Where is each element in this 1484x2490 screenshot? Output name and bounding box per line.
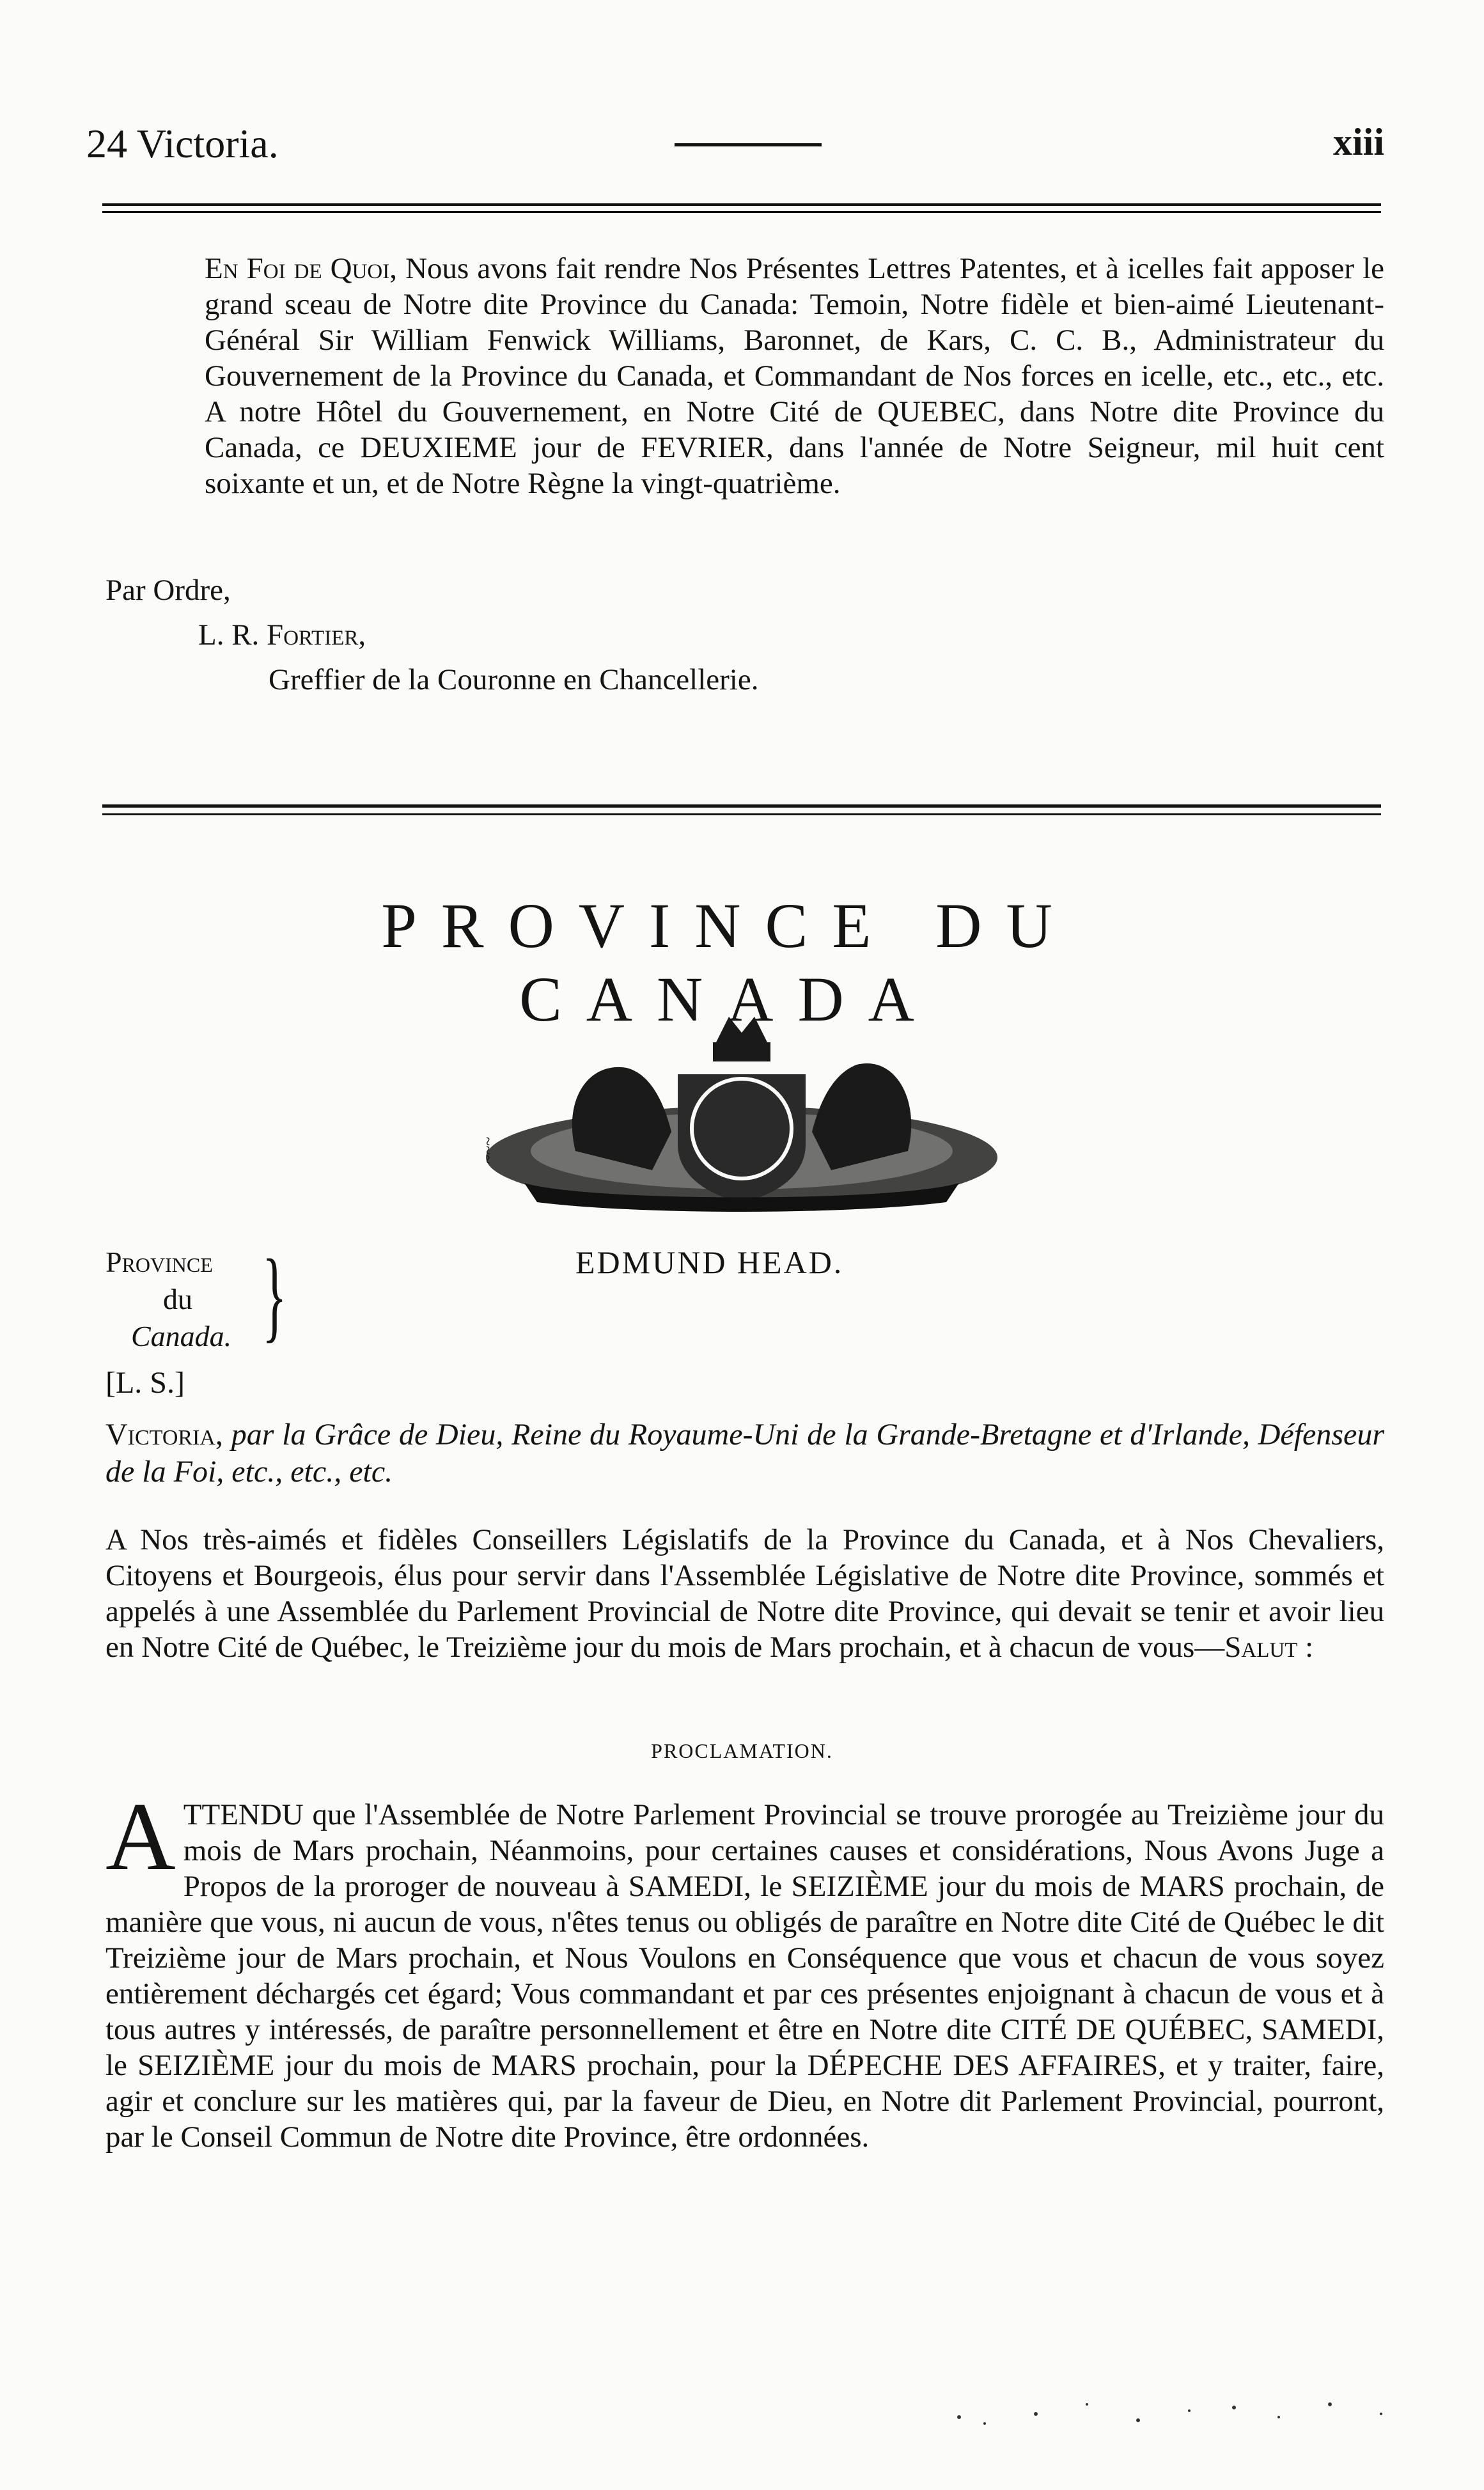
- victoria-name: Victoria,: [105, 1418, 223, 1452]
- double-rule-top-1: [102, 203, 1381, 206]
- address-text: A Nos très-aimés et fidèles Conseillers Législatifs de la Province du Canada, et à Nos Chevaliers, Citoyens et Bourgeois, élus pour servir dans l'Assemblée Législative de Notre dite Province, sommés et appelés à une Assemblée du Parlement Provincial de Notre dite Province, qui devait se tenir et avoir lieu en Notre Cité de Québec, le Treizième jour du mois de Mars prochain, et à chacun de vous—: [105, 1523, 1384, 1664]
- testimony-text: Nous avons fait rendre Nos Présentes Lettres Patentes, et à icelles fait apposer le grand sceau de Notre dite Province du Canada: Temoin, Notre fidèle et bien-aimé Lieutenant-Général Sir William Fenwick Williams, Baronnet, de Kars, C. C. B., Administrateur du Gouvernement de la Province du Canada, et Commandant de Nos forces en icelle, etc., etc., etc. A notre Hôtel du Gouvernement, en Notre Cité de QUEBEC, dans Notre dite Province du Canada, ce DEUXIEME jour de FEVRIER, dans l'année de Notre Seigneur, mil huit cent soixante et un, et de Notre Règne la vingt-quatrième.: [205, 252, 1385, 500]
- drop-cap: A: [105, 1783, 176, 1890]
- proclamation-heading: PROCLAMATION.: [651, 1739, 833, 1762]
- seal-label: [L. S.]: [105, 1366, 185, 1400]
- salut: Salut :: [1224, 1631, 1314, 1664]
- par-ordre: Par Ordre,: [105, 574, 231, 607]
- proclamation-body: [105, 1783, 1384, 2155]
- svg-text:~~~: ~~~: [479, 1136, 497, 1164]
- province-label-line1: Province: [105, 1246, 213, 1278]
- running-head-dash: [675, 143, 822, 146]
- running-head-left: 24 Victoria.: [86, 121, 279, 166]
- brace-glyph: }: [262, 1238, 287, 1352]
- victoria-styles: par la Grâce de Dieu, Reine du Royaume-Uni de la Grande-Bretagne et d'Irlande, Défenseur de la Foi, etc., etc., etc.: [105, 1418, 1384, 1489]
- proclamation-text: TTENDU que l'Assemblée de Notre Parlement Provincial se trouve prorogée au Treizième jour du mois de Mars prochain, Néanmoins, pour certaines causes et considérations, Nous Avons Juge a Propos de la proroger de nouveau à SAMEDI, le SEIZIÈME jour du mois de MARS prochain, de manière que vous, ni aucun de vous, n'êtes tenus ou obligés de paraître en Notre dite Cité de Québec le dit Treizième jour de Mars prochain, et Nous Voulons en Conséquence que vous et chacun de vous soyez entièrement déchargés cet égard; Vous commandant et par ces présentes enjoignant à chacun de vous et à tous autres y intéressés, de paraître personnellement et être en Notre dite CITÉ DE QUÉBEC, SAMEDI, le SEIZIÈME jour du mois de MARS prochain, pour la DÉPECHE DES AFFAIRES, et y traiter, faire, agir et conclure sur les matières qui, par la faveur de Dieu, en Notre dit Parlement Provincial, pourront, par le Conseil Commun de Notre dite Province, être ordonnées.: [105, 1798, 1384, 2154]
- province-label-line2: du: [163, 1283, 192, 1315]
- royal-arms-emblem: [460, 1004, 1023, 1221]
- scan-speckles: [946, 2379, 1407, 2455]
- province-label-block: [105, 1244, 231, 1355]
- province-title: PROVINCE DU CANADA: [381, 890, 1077, 1035]
- signer-title: Greffier de la Couronne en Chancellerie.: [269, 663, 759, 696]
- double-rule-mid-2: [102, 813, 1381, 815]
- address-paragraph: [105, 1522, 1384, 1665]
- testimony-lead: En Foi de Quoi,: [205, 252, 398, 285]
- double-rule-top-2: [102, 211, 1381, 213]
- double-rule-mid-1: [102, 804, 1381, 808]
- province-label-line3: Canada.: [131, 1320, 232, 1352]
- testimony-paragraph: [205, 251, 1384, 501]
- page-number: xiii: [1332, 121, 1384, 163]
- signer-name: L. R. Fortier,: [198, 618, 366, 652]
- governor-name: EDMUND HEAD.: [575, 1244, 844, 1280]
- running-head: [86, 120, 1384, 178]
- victoria-title: [105, 1416, 1384, 1491]
